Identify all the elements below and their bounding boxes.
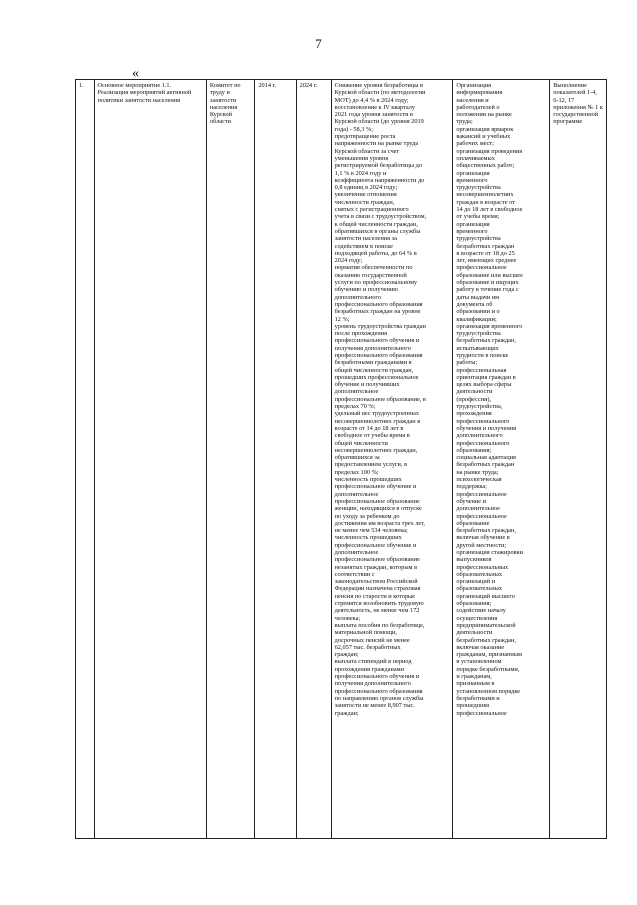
text-line: информирования [456,89,503,97]
text-line: предотвращение роста [334,133,396,141]
text-line: профессиональное обучение и [334,541,417,549]
text-line: социальная адаптация [456,454,516,462]
indicator-link: Выполнение показателей 1-4, 6-12, 17 приложения № 1 к государственной программе [550,80,607,839]
text-line: образовательных [456,570,503,578]
text-line: трудности в поиске [456,351,509,359]
text-line: организаций и [456,578,496,586]
text-line: Федерации назначена страховая [334,585,421,593]
text-line: 12 %; [334,315,350,323]
text-line: трудоустройства [456,184,501,192]
table-row [76,80,607,839]
text-line: законодательством Российской [334,578,418,586]
activity-title: Основное мероприятие 1.1. Реализация мероприятий активной политики занятости населения [94,80,206,839]
text-line: МОТ) до 4,4 % в 2024 году; [334,96,409,104]
text-line: трудоустройства [456,330,501,338]
text-line: профессионального обучения и [334,337,420,345]
text-line: профессионального [456,417,510,425]
text-line: дополнительного [456,432,503,440]
row-number: 1. [76,80,95,839]
text-line: к общей численности граждан, [334,220,418,228]
text-line: организаций высшего [456,592,515,600]
text-line: безработных граждан, [456,636,516,644]
text-line: численность прошедших [334,534,402,542]
text-line: увеличение отношения [334,191,397,199]
quote-mark: « [132,66,139,81]
text-line: занятости населения за [334,235,397,243]
text-line: занятости не менее 8,907 тыс. [334,702,415,710]
text-line: безработных граждан на уровне [334,308,421,316]
text-line: от учебы время; [456,213,500,221]
text-line: оказанию государственной [334,271,407,279]
text-line: подходящей работы, до 64 % в [334,249,417,257]
text-line: достижения им возраста трех лет, [334,519,425,527]
text-line: не менее чем 534 человека; [334,527,408,535]
text-line: 1,1 % в 2024 году и [334,169,387,177]
text-line: регистрируемой безработицы до [334,162,423,170]
text-line: 62,057 тыс. безработных [334,643,401,651]
text-line: стремятся возобновить трудовую [334,600,424,608]
text-line: труда; [456,118,473,126]
text-line: прохождения гражданами [334,665,405,673]
text-line: по уходу за ребенком до [334,512,400,520]
text-line: несовершеннолетних граждан в [334,417,421,425]
text-line: деятельности [456,388,493,396]
text-line: восстановление к IV кварталу [334,103,416,111]
text-line: трудоустройства, [456,403,503,411]
text-line: населения и [456,96,489,104]
text-line: дополнительное [334,490,379,498]
text-line: профессиональная [456,366,507,374]
text-line: дополнительное [456,505,500,513]
text-line: работу в течение года с [456,286,519,294]
text-line: обучение и получивших [334,381,400,389]
text-line: выплата пособия по безработице, [334,621,425,629]
text-line: материальной помощи, [334,629,397,637]
text-line: образовательных [456,585,503,593]
text-line: трудоустройства [456,235,501,243]
text-line: учета в связи с трудоустройством, [334,213,427,221]
text-line: квалификации; [456,315,497,323]
program-table [75,79,607,839]
text-line: временного [456,227,488,235]
text-line: организация [456,220,490,228]
text-line: образования; [456,446,492,454]
related-activities [453,80,550,839]
text-line: обратившихся за [334,454,380,462]
text-line: обучения и получения [456,424,517,432]
text-line: года) - 58,3 %; [334,125,373,133]
text-line: уменьшения уровня [334,154,389,162]
text-line: в установленном [456,658,502,666]
text-line: организация ярмарок [456,125,514,133]
text-line: профессионального образования [334,300,423,308]
executor: Комитет по труду и занятости населения Курской области [206,80,254,839]
text-line: другой местности; [456,541,507,549]
text-line: (профессии), [456,395,492,403]
text-line: 2021 года уровня занятости в [334,111,414,119]
text-line: после прохождения [334,330,388,338]
text-line: Снижение уровня безработицы в [334,82,423,89]
text-line: вакансий и учебных [456,133,511,141]
text-line: испытывающих [456,344,499,352]
text-line: признанным в [456,680,495,688]
text-line: профессиональное образование [334,497,420,505]
text-line: работодателей о [456,103,500,111]
text-line: получения дополнительного [334,680,411,688]
text-line: профессионального [456,439,510,447]
text-line: уровень трудоустройства граждан [334,322,426,330]
text-line: безработных граждан, [456,337,516,345]
text-line: 14 до 18 лет в свободное [456,206,523,214]
text-line: образование или высшее [456,271,523,279]
text-line: 0,8 единиц в 2024 году; [334,184,398,192]
text-line: граждан; [334,651,359,659]
text-line: предоставлением услуги, в [334,461,408,469]
text-line: деятельности [456,629,493,637]
text-line: включая обучение в [456,534,510,542]
text-line: пенсия по старости и которые [334,592,416,600]
text-line: рабочих мест; [456,140,494,148]
text-line: предпринимательской [456,621,516,629]
text-line: Курской области за счет [334,147,400,155]
text-line: выпускников [456,556,492,564]
text-line: по направлению органов службы [334,694,424,702]
text-line: образования; [456,600,492,608]
text-line: установленном порядке [456,687,521,695]
text-line: ориентация граждан в [456,373,516,381]
text-line: дополнительное [334,388,379,396]
text-line: обратившихся в органы службы [334,227,421,235]
text-line: несовершеннолетних граждан, [334,446,418,454]
text-line: положении на рынке [456,111,512,119]
expected-results [331,80,453,839]
text-line: прохождения [456,410,492,418]
text-line: содействием в поиске [334,242,393,250]
text-line: организация стажировки [456,549,524,556]
text-line: пределах 70 %; [334,403,376,411]
text-line: профессиональное [456,512,507,520]
text-line: профессионального образования [334,351,423,359]
text-line: содействие началу [456,607,506,615]
text-line: граждан в возрасте от [456,198,515,206]
text-line: несовершеннолетних [456,191,514,199]
end-year: 2024 г. [296,80,331,839]
text-line: численности граждан, [334,198,395,206]
text-line: профессиональное образование [334,556,420,564]
text-line: досрочных пенсий не менее [334,636,410,644]
text-line: деятельность, не менее чем 172 [334,607,420,615]
text-line: профессионального обучения и [334,673,420,681]
text-line: профессиональное обучение и [334,483,417,491]
text-line: поддержка; [456,483,487,491]
text-line: незанятых граждан, которым в [334,563,418,571]
text-line: пределах 100 %; [334,468,379,476]
text-line: профессиональное [456,264,507,272]
text-line: документа об [456,300,493,308]
text-line: Курской области (по методологии [334,89,426,97]
text-line: оплачиваемых [456,154,495,162]
text-line: Курской области (до уровня 2019 [334,118,424,126]
text-line: профессиональное [456,490,507,498]
text-line: возрасте от 14 до 18 лет в [334,424,404,432]
text-line: психологическая [456,476,502,484]
text-line: норматив обеспеченности по [334,264,413,272]
text-line: в возрасте от 18 до 25 [456,249,515,257]
text-line: лет, имеющих среднее [456,257,517,265]
text-line: работы; [456,359,478,367]
text-line: безработных граждан [456,461,515,469]
text-line: на рынке труда; [456,468,499,476]
text-line: выплата стипендий в период [334,658,412,666]
text-line: общей численности граждан, [334,366,414,374]
text-line: дополнительное [334,549,379,556]
text-line: снятых с регистрационного [334,206,409,214]
text-line: осуществления [456,614,498,622]
text-line: организация проведения [456,147,523,155]
start-year: 2014 г. [255,80,296,839]
text-line: организация [456,169,490,177]
page-number: 7 [315,36,322,51]
text-line: и гражданам, [456,673,492,681]
text-line: включая оказание [456,643,505,651]
text-line: целях выбора сферы [456,381,512,389]
text-line: дополнительного [334,293,381,301]
text-line: профессиональных [456,563,509,571]
text-line: коэффициента напряженности до [334,176,425,184]
text-line: удельный вес трудоустроенных [334,410,420,418]
text-line: свободное от учебы время в [334,432,410,440]
text-line: численность прошедших [334,476,402,484]
text-line: профессионального образования [334,687,423,695]
text-line: безработных граждан [456,242,515,250]
text-line: обучению и получению [334,286,398,294]
text-line: безработных граждан, [456,527,516,535]
text-line: временного [456,176,488,184]
text-line: услуги по профессиональному [334,279,418,287]
text-line: профессиональное образование, в [334,395,426,403]
text-line: женщин, находящихся в отпуске [334,505,422,513]
text-line: соответствии с [334,570,375,578]
text-line: граждан; [334,709,359,717]
text-line: организация временного [456,322,523,330]
text-line: образование [456,519,490,527]
text-line: образование и ищущих [456,279,519,287]
text-line: получения дополнительного [334,344,411,352]
text-line: безработными гражданами в [334,359,412,367]
text-line: профессиональное [456,709,507,717]
text-line: прошедших профессиональное [334,373,419,381]
text-line: Организация [456,82,492,89]
text-line: 2024 году; [334,257,363,265]
text-line: образовании и о [456,308,500,316]
text-line: безработными и [456,694,500,702]
text-line: человека; [334,614,361,622]
text-line: обучение и [456,497,487,505]
text-line: напряженности на рынке труда [334,140,419,148]
text-line: общественных работ; [456,162,515,170]
text-line: прошедшим [456,702,489,710]
text-line: общей численности [334,439,388,447]
text-line: гражданам, признанным [456,651,522,659]
text-line: порядке безработными, [456,665,520,673]
text-line: даты выдачи им [456,293,500,301]
